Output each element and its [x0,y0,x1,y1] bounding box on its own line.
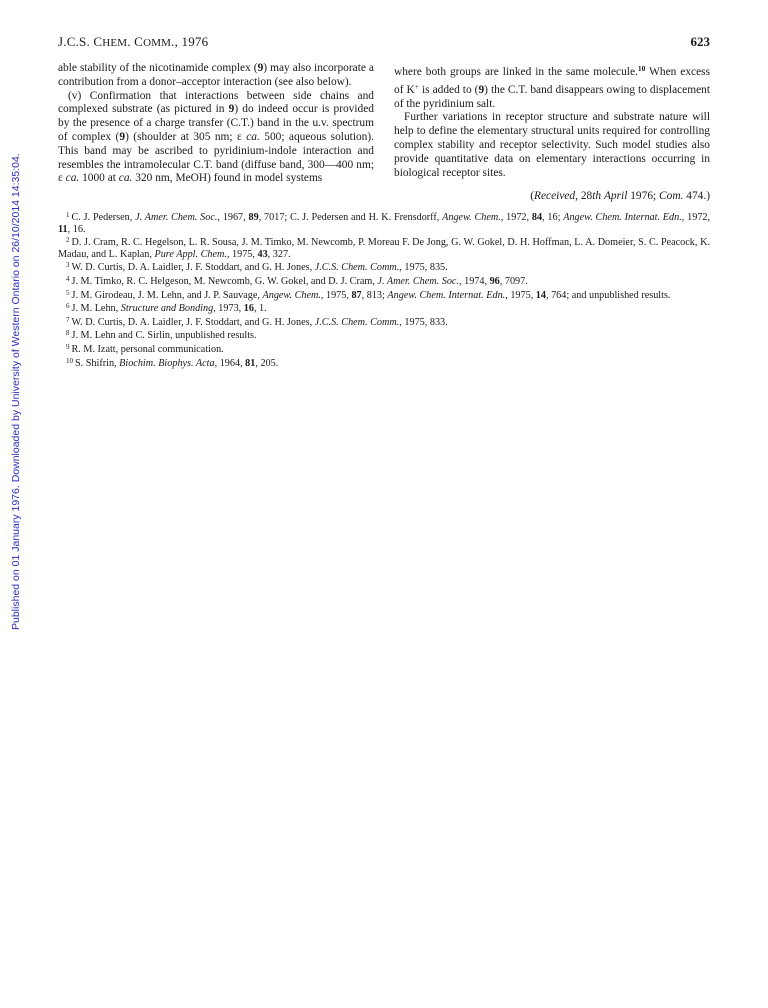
page-number: 623 [690,34,710,49]
reference-number: 8 [66,329,70,338]
download-watermark-text: Published on 01 January 1976. Downloaded by University of Western Ontario on 26/10/2014 14:35:04. [10,153,22,630]
reference-item: $^2$ D. J. Cram, R. C. Hegelson, L. R. Sousa, J. M. Timko, M. Newcomb, P. Moreau F. De Jong, G. W. Gokel, D. H. Hoffman, L. A. Domeier, S. C. Peacock, K. Madau, and L. Kaplan, Pure Appl. Chem., 1975, 43, 327. [58,236,710,260]
reference-item: $^9$ R. M. Izatt, personal communication. [66,342,224,355]
reference-item: $^{10}$ S. Shifrin, Biochim. Biophys. Acta, 1964, 81, 205. [66,356,279,369]
paragraph: where both groups are linked in the same molecule.$^{10}$ When excess of K+ is added to (9) the C.T. band disappears owing to displacement of the pyridinium salt. [394,64,711,110]
reference-number: 4 [66,274,70,283]
reference-item: $^4$ J. M. Timko, R. C. Helgeson, M. Newcomb, G. W. Gokel, and D. J. Cram, J. Amer. Chem. Soc., 1974, 96, 7097. [66,274,528,287]
reference-number: 5 [66,288,70,297]
received-line: (Received, 28th April 1976; Com. 474.) [530,190,710,202]
left-column [58,62,374,186]
reference-number: 3 [66,261,70,270]
download-watermark [2,153,22,630]
paragraph: (v) Confirmation that interactions between side chains and complexed substrate (as pictured in 9) do indeed occur is provided by the presence of a charge transfer (C.T.) band in the u.v. spectrum of complex (9) (shoulder at 305 nm; ε ca. 500; aqueous solution). This band may be ascribed to pyridinium-indole interaction and resembles the intramolecular C.T. band (diffuse band, 300—400 nm; ε ca. 1000 at ca. 320 nm, MeOH) found in model systems [58,89,375,185]
journal-running-head: J.C.S. CHEM. COMM., 1976 [58,34,209,49]
paragraph: able stability of the nicotinamide complex (9) may also incorporate a contribution from a donor–acceptor interaction (see also below). [58,62,374,88]
reference-item: $^3$ W. D. Curtis, D. A. Laidler, J. F. Stoddart, and G. H. Jones, J.C.S. Chem. Comm., 1975, 835. [66,261,448,274]
reference-number: 10 [66,356,73,365]
reference-item: $^8$ J. M. Lehn and C. Sirlin, unpublished results. [66,329,257,342]
reference-item: $^7$ W. D. Curtis, D. A. Laidler, J. F. Stoddart, and G. H. Jones, J.C.S. Chem. Comm., 1975, 833. [66,315,448,328]
paragraph: Further variations in receptor structure and substrate nature will help to define the elementary structural units required for controlling complex stability and receptor selectivity. Such model studies also provide quantitative data on elementary interactions occurring in biological receptor sites. [394,111,710,179]
reference-item: $^6$ J. M. Lehn, Structure and Bonding, 1973, 16, 1. [66,302,267,315]
right-column [394,62,710,180]
reference-number: 6 [66,302,70,311]
reference-number: 7 [66,315,70,324]
reference-item: $^1$ C. J. Pedersen, J. Amer. Chem. Soc., 1967, 89, 7017; C. J. Pedersen and H. K. Frensdorff, Angew. Chem., 1972, 84, 16; Angew. Chem. Internat. Edn., 1972, 11, 16. [58,211,711,235]
reference-number: 9 [66,342,70,351]
page-header [58,34,710,50]
references-list [58,210,710,369]
reference-number: 2 [66,236,70,245]
reference-number: 1 [66,211,70,219]
reference-item: $^5$ J. M. Girodeau, J. M. Lehn, and J. P. Sauvage, Angew. Chem., 1975, 87, 813; Angew. Chem. Internat. Edn., 1975, 14, 764; and unpublished results. [66,288,671,301]
